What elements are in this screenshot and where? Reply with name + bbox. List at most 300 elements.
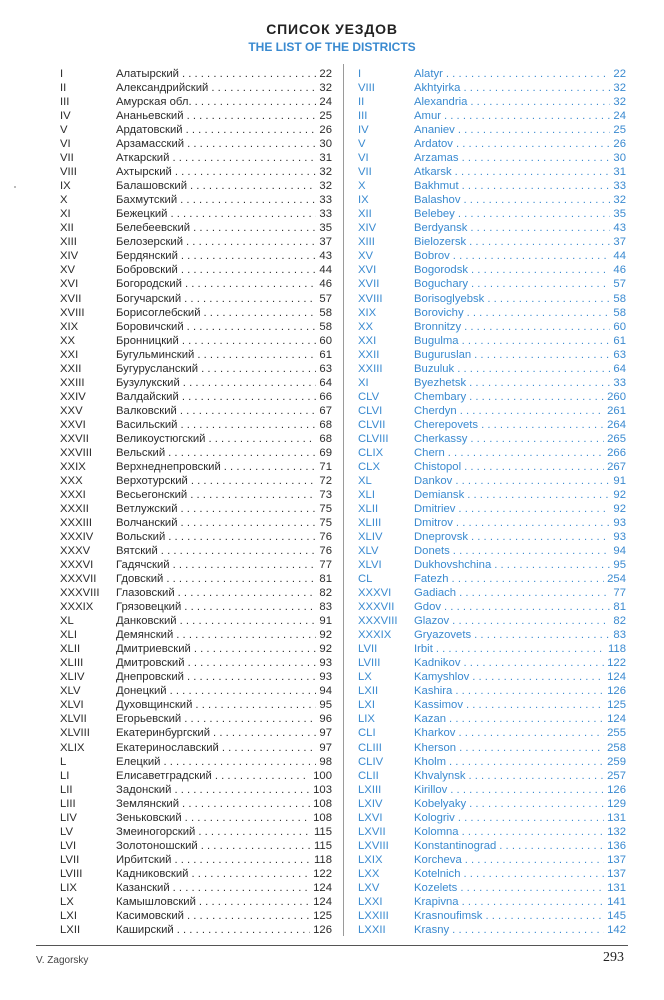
dot-leader [463,81,610,95]
district-name: Арзамасский [116,138,185,151]
page-ref: 24 [319,96,332,109]
roman-numeral: XLV [60,685,81,698]
roman-numeral: XLIII [60,657,84,670]
roman-numeral: XL [358,474,372,487]
district-row [358,249,626,263]
district-name: Byezhetsk [414,376,467,389]
district-name: Землянский [116,797,180,810]
page-ref: 93 [613,531,626,544]
district-name: Bugulma [414,334,459,347]
page-ref: 82 [319,587,332,600]
district-row [358,460,626,474]
district-row [358,292,626,306]
dot-leader [499,839,604,853]
dot-leader [474,628,610,642]
roman-numeral: LVIII [60,867,83,880]
district-name: Задонский [116,783,172,796]
dot-leader [459,586,610,600]
district-row [60,895,332,909]
district-name: Касимовский [116,909,184,922]
roman-numeral: I [358,68,362,80]
page-ref: 131 [607,811,626,824]
dot-leader [470,95,610,109]
page-ref: 93 [319,657,332,670]
district-name: Kadnikov [414,657,461,670]
page-ref: 129 [607,797,626,810]
dot-leader [462,825,605,839]
dot-leader [457,362,610,376]
district-name: Грязовецкий [116,601,182,614]
page-ref: 75 [319,517,332,529]
district-row [60,881,332,895]
district-name: Белебеевский [116,222,191,235]
page-ref: 137 [607,853,626,866]
roman-numeral: V [60,124,68,137]
page-ref: 76 [319,545,332,558]
dot-leader [180,404,317,418]
district-name: Ветлужский [116,502,178,515]
dot-leader [195,698,316,712]
page-ref: 68 [319,432,332,445]
dot-leader [170,684,317,698]
dot-leader [204,306,317,320]
district-row [358,123,626,137]
roman-numeral: LI [60,769,70,782]
page-ref: 92 [319,643,332,656]
district-name: Дмитровский [116,657,185,670]
district-row [60,530,332,544]
district-row [60,460,332,474]
district-name: Елисаветградский [116,769,212,782]
roman-numeral: XLIX [60,741,85,754]
district-name: Ananiev [414,124,455,137]
district-row [60,123,332,137]
dot-leader [455,474,610,488]
page-number: 293 [603,950,624,965]
district-name: Kassimov [414,699,463,712]
dot-leader [452,923,604,937]
roman-numeral: LXII [60,923,81,936]
district-row [60,656,332,670]
page-ref: 26 [613,138,626,151]
roman-numeral: X [358,180,366,193]
district-row [60,502,332,516]
district-row [358,558,626,572]
district-name: Богучарский [116,292,182,305]
page-ref: 115 [313,839,332,852]
roman-numeral: LII [60,783,73,796]
dot-leader [174,783,310,797]
page-ref: 37 [319,236,332,249]
page-ref: 83 [613,629,626,642]
district-row [358,362,626,376]
district-row [358,600,626,614]
page-ref: 60 [319,334,332,347]
dot-leader [191,474,317,488]
district-name: Боровичский [116,320,184,333]
district-row [60,741,332,755]
district-name: Bronnitzy [414,320,462,333]
district-name: Kologriv [414,811,455,824]
roman-numeral: XXVI [60,418,86,431]
dot-leader [453,544,611,558]
district-row [358,670,626,684]
district-row [358,390,626,404]
district-name: Fatezh [414,573,449,586]
page-ref: 93 [613,517,626,529]
district-name: Бузулукский [116,376,180,389]
page-ref: 92 [319,629,332,642]
roman-numeral: XXIX [60,460,86,473]
roman-numeral: XIV [60,250,79,263]
district-name: Валдайский [116,390,179,403]
dot-leader [452,614,610,628]
district-row [60,221,332,235]
roman-numeral: XLVI [60,699,84,712]
page-ref: 92 [613,502,626,515]
district-name: Krapivna [414,895,459,908]
roman-numeral: III [60,96,70,109]
district-row [358,755,626,769]
district-name: Демянский [116,629,174,642]
page-ref: 33 [319,194,332,207]
page-ref: 58 [613,306,626,319]
district-row [358,741,626,755]
district-row [60,320,332,334]
district-name: Alatyr [414,68,443,80]
roman-numeral: LXXII [358,923,386,936]
district-row [60,67,332,81]
district-name: Dmitrov [414,517,453,529]
dot-leader [187,137,316,151]
dot-leader [456,516,611,530]
roman-numeral: LXIII [358,783,382,796]
district-name: Krasnoufimsk [414,909,483,922]
district-row [358,881,626,895]
page-ref: 264 [607,418,626,431]
roman-numeral: IX [358,194,369,207]
district-row [358,221,626,235]
page-ref: 73 [319,488,332,501]
district-row [358,137,626,151]
district-row [60,839,332,853]
page-ref: 108 [313,811,332,824]
dot-leader [168,530,316,544]
dot-leader [187,320,317,334]
dot-leader [455,684,604,698]
district-row [60,867,332,881]
dot-leader [168,446,316,460]
dot-leader [174,853,311,867]
roman-numeral: XX [358,320,374,333]
district-row [358,656,626,670]
footer-author: V. Zagorsky [36,955,89,966]
district-row [358,769,626,783]
page-ref: 93 [319,671,332,684]
district-name: Ахтырский [116,166,172,179]
dot-leader [481,418,604,432]
district-name: Егорьевский [116,713,182,726]
page-ref: 32 [613,96,626,109]
page-header [0,20,664,55]
page-ref: 35 [613,208,626,221]
page-ref: 64 [613,362,626,375]
district-name: Kolomna [414,825,459,838]
page-ref: 58 [613,292,626,305]
district-row [358,684,626,698]
dot-leader [465,853,604,867]
district-row [60,642,332,656]
page-ref: 265 [607,432,626,445]
district-row [60,670,332,684]
column-divider [343,64,344,936]
roman-numeral: IV [60,110,71,123]
district-row [60,81,332,95]
district-name: Змеиногорский [116,825,196,838]
page-ref: 131 [607,881,626,894]
dot-leader [449,712,604,726]
district-row [358,530,626,544]
page-ref: 91 [613,474,626,487]
roman-numeral: XLIII [358,517,382,529]
district-name: Bielozersk [414,236,467,249]
district-name: Bakhmut [414,180,459,193]
roman-numeral: LXV [358,881,380,894]
district-name: Ирбитский [116,853,172,866]
dot-leader [208,432,316,446]
page-ref: 261 [607,404,626,417]
dot-leader [211,81,316,95]
roman-numeral: VII [358,166,372,179]
roman-numeral: II [60,82,67,95]
dot-leader [458,123,611,137]
district-name: Данковский [116,615,177,628]
roman-numeral: XXXVII [60,573,97,586]
page-ref: 58 [319,320,332,333]
page-ref: 57 [613,278,626,291]
district-name: Akhtyirka [414,82,461,95]
district-name: Donets [414,545,450,558]
roman-numeral: XXIV [60,390,86,403]
district-row [358,432,626,446]
roman-numeral: L [60,755,67,768]
district-name: Казанский [116,881,170,894]
page-ref: 141 [607,895,626,908]
roman-numeral: LXXI [358,895,383,908]
roman-numeral: VIII [358,82,375,95]
margin-dot [14,186,16,188]
dot-leader [172,151,316,165]
dot-leader [190,179,316,193]
district-name: Ardatov [414,138,453,151]
dot-leader [181,249,317,263]
dot-leader [163,755,316,769]
roman-numeral: VI [60,138,71,151]
page-ref: 91 [319,615,332,628]
district-name: Kamyshlov [414,671,470,684]
district-name: Buzuluk [414,362,455,375]
roman-numeral: XIV [358,222,377,235]
roman-numeral: LXII [358,685,379,698]
dot-leader [161,544,317,558]
page-ref: 26 [319,124,332,137]
dot-leader [467,306,611,320]
title-english: THE LIST OF THE DISTRICTS [248,40,416,54]
district-name: Зеньковский [116,811,182,824]
district-name: Камышловский [116,895,196,908]
district-row [358,263,626,277]
dot-leader [181,516,317,530]
dot-leader [187,909,310,923]
district-row [358,797,626,811]
roman-numeral: II [358,96,365,109]
district-name: Dukhovshchina [414,559,492,572]
district-name: Korcheva [414,853,462,866]
district-name: Balashov [414,194,461,207]
page-ref: 24 [613,110,626,123]
district-name: Екатеринославский [116,741,219,754]
page-ref: 64 [319,376,332,389]
page-ref: 122 [313,867,332,880]
page-ref: 25 [319,110,332,123]
roman-numeral: LXVII [358,825,386,838]
district-name: Александрийский [116,82,209,95]
district-name: Глазовский [116,587,175,600]
page-ref: 32 [319,82,332,95]
page-ref: 136 [607,839,626,852]
page-ref: 69 [319,446,332,459]
roman-numeral: CLIII [358,741,382,754]
page-ref: 22 [613,68,626,80]
page-ref: 259 [607,755,626,768]
district-name: Arzamas [414,152,459,165]
roman-numeral: VII [60,152,74,165]
roman-numeral: XLI [358,488,375,501]
page-ref: 44 [613,250,626,263]
district-name: Волчанский [116,517,178,529]
dot-leader [166,572,316,586]
district-row [60,797,332,811]
district-row [60,614,332,628]
district-row [60,586,332,600]
dot-leader [453,249,611,263]
dot-leader [201,839,311,853]
roman-numeral: CLIV [358,755,384,768]
district-row [358,488,626,502]
district-name: Вятский [116,545,158,558]
district-name: Chern [414,446,445,459]
district-row [358,698,626,712]
district-name: Borovichy [414,306,464,319]
roman-numeral: XXXIX [358,629,392,642]
roman-numeral: XXV [60,404,83,417]
district-row [358,193,626,207]
dot-leader [462,179,611,193]
dot-leader [446,67,611,81]
roman-numeral: XII [358,208,372,221]
dot-leader [458,726,604,740]
district-name: Chembary [414,390,467,403]
district-row [358,95,626,109]
roman-numeral: LX [60,895,74,908]
roman-numeral: LIII [60,797,76,810]
page-ref: 125 [313,909,332,922]
dot-leader [187,670,316,684]
district-name: Екатеринбургский [116,727,211,740]
dot-leader [193,221,316,235]
district-name: Каширский [116,923,174,936]
district-name: Бобровский [116,264,178,277]
dot-leader [469,390,604,404]
page-ref: 126 [313,923,332,936]
dot-leader [175,165,317,179]
district-row [60,249,332,263]
roman-numeral: XIII [358,236,375,249]
district-name: Балашовский [116,180,188,193]
district-name: Вольский [116,531,166,544]
district-name: Kharkov [414,727,456,740]
district-row [60,572,332,586]
district-name: Ананьевский [116,110,184,123]
district-name: Cherkassy [414,432,468,445]
district-name: Demiansk [414,488,465,501]
roman-numeral: XXVIII [60,446,93,459]
roman-numeral: XIII [60,236,77,249]
page-ref: 31 [319,152,332,165]
district-row [358,502,626,516]
district-row [358,376,626,390]
page-ref: 25 [613,124,626,137]
district-row [358,207,626,221]
district-name: Донецкий [116,685,167,698]
dot-leader [224,460,317,474]
dot-leader [178,586,317,600]
district-row [60,558,332,572]
roman-numeral: XLVII [60,713,87,726]
district-row [60,207,332,221]
dot-leader [186,235,316,249]
district-name: Konstantinograd [414,839,497,852]
roman-numeral: X [60,194,68,207]
district-name: Gadiach [414,587,457,600]
page-ref: 43 [613,222,626,235]
district-row [358,348,626,362]
district-name: Kotelnich [414,867,461,880]
roman-numeral: XXI [358,334,377,347]
district-row [358,895,626,909]
roman-numeral: CL [358,573,373,586]
district-row [60,684,332,698]
roman-numeral: XI [358,376,369,389]
page-ref: 254 [607,573,626,586]
page-ref: 118 [313,853,332,866]
district-name: Аткарский [116,152,170,165]
district-name: Khvalynsk [414,769,466,782]
roman-numeral: XXXVI [60,559,94,572]
district-row [358,572,626,586]
dot-leader [180,614,317,628]
roman-numeral: XIX [60,320,79,333]
roman-numeral: XLIV [358,531,383,544]
roman-numeral: XLII [358,502,379,515]
russian-district-list [60,67,332,937]
page-ref: 60 [613,320,626,333]
district-name: Кадниковский [116,867,189,880]
page-ref: 266 [607,446,626,459]
district-row [358,712,626,726]
page-ref: 124 [607,713,626,726]
district-name: Верхотурский [116,474,188,487]
